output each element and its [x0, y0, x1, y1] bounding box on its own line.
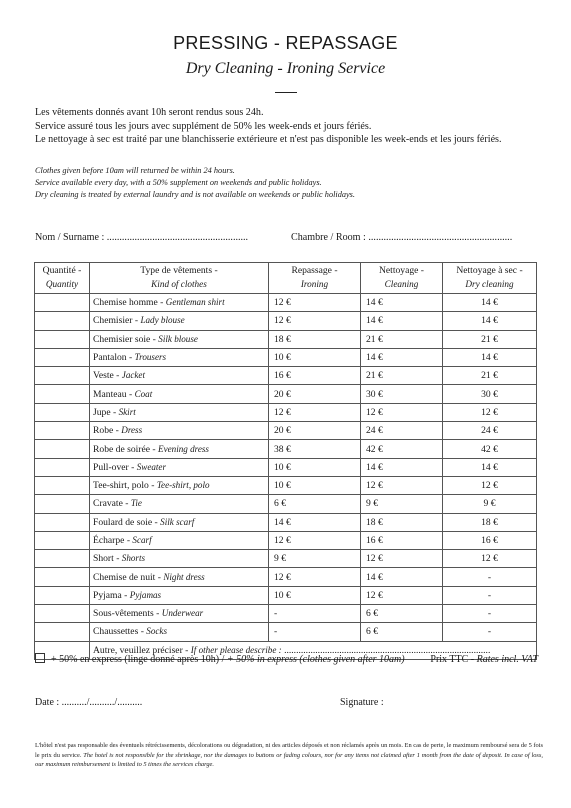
kind-cell: Veste - Jacket: [90, 367, 269, 385]
cleaning-price: 12 €: [361, 550, 443, 568]
table-row: [35, 440, 537, 458]
cleaning-price: 21 €: [361, 367, 443, 385]
ironing-price: 14 €: [269, 513, 361, 531]
cleaning-price: 18 €: [361, 513, 443, 531]
signature-field[interactable]: Signature :: [340, 697, 384, 708]
ironing-price: -: [269, 605, 361, 623]
quantity-cell[interactable]: [35, 623, 90, 641]
room-field[interactable]: Chambre / Room : .........................................................: [291, 232, 513, 243]
kind-cell: Sous-vêtements - Underwear: [90, 605, 269, 623]
quantity-cell[interactable]: [35, 440, 90, 458]
dry-cleaning-price: 42 €: [443, 440, 537, 458]
dry-cleaning-price: 14 €: [443, 458, 537, 476]
header-quantity: Quantité - Quantity: [35, 263, 90, 294]
table-row: [35, 531, 537, 549]
ironing-price: 12 €: [269, 312, 361, 330]
kind-cell: Chemisier soie - Silk blouse: [90, 330, 269, 348]
other-describe-cell[interactable]: Autre, veuillez préciser - If other please describe : ......................................................................................: [90, 641, 537, 659]
dry-cleaning-price: -: [443, 586, 537, 604]
ironing-price: -: [269, 623, 361, 641]
quantity-cell[interactable]: [35, 586, 90, 604]
table-row: [35, 623, 537, 641]
table-row: [35, 403, 537, 421]
name-field[interactable]: Nom / Surname : ........................................................: [35, 232, 249, 243]
ironing-price: 10 €: [269, 586, 361, 604]
cleaning-price: 12 €: [361, 403, 443, 421]
kind-cell: Chemise homme - Gentleman shirt: [90, 294, 269, 312]
table-row: [35, 495, 537, 513]
ironing-price: 12 €: [269, 531, 361, 549]
dry-cleaning-price: 30 €: [443, 385, 537, 403]
table-row: [35, 367, 537, 385]
note-line: Service available every day, with a 50% supplement on weekends and public holidays.: [35, 178, 322, 187]
kind-cell: Robe de soirée - Evening dress: [90, 440, 269, 458]
table-row: [35, 568, 537, 586]
price-table: [34, 262, 537, 660]
dry-cleaning-price: 14 €: [443, 312, 537, 330]
ironing-price: 12 €: [269, 294, 361, 312]
dry-cleaning-price: -: [443, 568, 537, 586]
table-row: [35, 605, 537, 623]
table-row: [35, 385, 537, 403]
ironing-price: 10 €: [269, 476, 361, 494]
note-line: Les vêtements donnés avant 10h seront rendus sous 24h.: [35, 107, 264, 118]
express-checkbox[interactable]: [35, 653, 45, 663]
cleaning-price: 14 €: [361, 294, 443, 312]
dry-cleaning-price: 21 €: [443, 330, 537, 348]
dry-cleaning-price: 16 €: [443, 531, 537, 549]
kind-cell: Cravate - Tie: [90, 495, 269, 513]
quantity-cell[interactable]: [35, 385, 90, 403]
header-dry-cleaning: Nettoyage à sec - Dry cleaning: [443, 263, 537, 294]
table-row: [35, 330, 537, 348]
quantity-cell[interactable]: [35, 531, 90, 549]
dry-cleaning-price: -: [443, 623, 537, 641]
ironing-price: 12 €: [269, 568, 361, 586]
dry-cleaning-price: 18 €: [443, 513, 537, 531]
express-option[interactable]: + 50% en express (linge donné après 10h) / + 50% in express (clothes given after 10am): [35, 653, 405, 665]
vat-note: Prix TTC - Rates incl. VAT: [430, 654, 538, 665]
note-line: Service assuré tous les jours avec supplément de 50% les week-ends et jours fériés.: [35, 120, 372, 132]
table-row: [35, 422, 537, 440]
quantity-cell[interactable]: [35, 422, 90, 440]
quantity-cell[interactable]: [35, 513, 90, 531]
cleaning-price: 6 €: [361, 623, 443, 641]
cleaning-price: 14 €: [361, 568, 443, 586]
kind-cell: Pull-over - Sweater: [90, 458, 269, 476]
quantity-cell[interactable]: [35, 605, 90, 623]
quantity-cell[interactable]: [35, 550, 90, 568]
kind-cell: Jupe - Skirt: [90, 403, 269, 421]
dry-cleaning-price: 12 €: [443, 476, 537, 494]
kind-cell: Tee-shirt, polo - Tee-shirt, polo: [90, 476, 269, 494]
cleaning-price: 42 €: [361, 440, 443, 458]
ironing-price: 38 €: [269, 440, 361, 458]
ironing-price: 12 €: [269, 403, 361, 421]
cleaning-price: 24 €: [361, 422, 443, 440]
quantity-cell[interactable]: [35, 495, 90, 513]
kind-cell: Écharpe - Scarf: [90, 531, 269, 549]
quantity-cell[interactable]: [35, 568, 90, 586]
cleaning-price: 14 €: [361, 348, 443, 366]
quantity-cell[interactable]: [35, 294, 90, 312]
cleaning-price: 12 €: [361, 586, 443, 604]
dry-cleaning-price: -: [443, 605, 537, 623]
kind-cell: Manteau - Coat: [90, 385, 269, 403]
cleaning-price: 16 €: [361, 531, 443, 549]
kind-cell: Pyjama - Pyjamas: [90, 586, 269, 604]
title-divider: [275, 92, 297, 93]
date-field[interactable]: Date : ........../........../..........: [35, 697, 143, 708]
ironing-price: 18 €: [269, 330, 361, 348]
table-row: [35, 294, 537, 312]
kind-cell: Pantalon - Trousers: [90, 348, 269, 366]
table-row: [35, 458, 537, 476]
notes-english: [35, 165, 355, 201]
cleaning-price: 30 €: [361, 385, 443, 403]
quantity-cell[interactable]: [35, 312, 90, 330]
table-row: [35, 348, 537, 366]
table-header-row: [35, 263, 537, 294]
quantity-cell[interactable]: [35, 367, 90, 385]
cleaning-price: 12 €: [361, 476, 443, 494]
cleaning-price: 21 €: [361, 330, 443, 348]
table-row: [35, 513, 537, 531]
ironing-price: 20 €: [269, 422, 361, 440]
ironing-price: 10 €: [269, 348, 361, 366]
kind-cell: Short - Shorts: [90, 550, 269, 568]
cleaning-price: 14 €: [361, 458, 443, 476]
dry-cleaning-price: 9 €: [443, 495, 537, 513]
cleaning-price: 14 €: [361, 312, 443, 330]
dry-cleaning-price: 21 €: [443, 367, 537, 385]
ironing-price: 9 €: [269, 550, 361, 568]
table-row: [35, 550, 537, 568]
dry-cleaning-price: 14 €: [443, 294, 537, 312]
note-line: Le nettoyage à sec est traité par une blanchisserie extérieure et n'est pas disponible les week-ends et les jours fériés.: [35, 134, 502, 145]
note-line: Dry cleaning is treated by external laundry and is not available on weekends or public holidays.: [35, 190, 355, 199]
footer-disclaimer: L'hôtel n'est pas responsable des éventuels rétrécissements, décolorations ou dégradation, ni des articles déposés et non réclamés après un mois. En cas de perte, le maximum remboursé sera de 5 fois le prix du service. The hotel is not responsible for the shrinkage, nor the damages to buttons or fading colours, nor for any items not claimed after 1 month from the date of deposit. In case of loss, our maximum reimbursement is limited to 5 times the services charge.: [35, 742, 543, 769]
kind-cell: Foulard de soie - Silk scarf: [90, 513, 269, 531]
cleaning-price: 9 €: [361, 495, 443, 513]
quantity-cell[interactable]: [35, 458, 90, 476]
dry-cleaning-price: 12 €: [443, 403, 537, 421]
table-row: [35, 476, 537, 494]
header-kind: Type de vêtements - Kind of clothes: [90, 263, 269, 294]
table-row: [35, 586, 537, 604]
notes-french: [35, 106, 502, 147]
page-title: PRESSING - REPASSAGE: [173, 33, 398, 53]
dry-cleaning-price: 24 €: [443, 422, 537, 440]
note-line: Clothes given before 10am will returned be within 24 hours.: [35, 166, 235, 175]
ironing-price: 10 €: [269, 458, 361, 476]
quantity-cell[interactable]: [35, 348, 90, 366]
kind-cell: Chemise de nuit - Night dress: [90, 568, 269, 586]
quantity-cell[interactable]: [35, 476, 90, 494]
ironing-price: 20 €: [269, 385, 361, 403]
quantity-cell[interactable]: [35, 403, 90, 421]
quantity-cell[interactable]: [35, 330, 90, 348]
dry-cleaning-price: 12 €: [443, 550, 537, 568]
kind-cell: Chemisier - Lady blouse: [90, 312, 269, 330]
ironing-price: 6 €: [269, 495, 361, 513]
table-row: [35, 312, 537, 330]
cleaning-price: 6 €: [361, 605, 443, 623]
header-cleaning: Nettoyage - Cleaning: [361, 263, 443, 294]
dry-cleaning-price: 14 €: [443, 348, 537, 366]
kind-cell: Robe - Dress: [90, 422, 269, 440]
header-ironing: Repassage - Ironing: [269, 263, 361, 294]
kind-cell: Chaussettes - Socks: [90, 623, 269, 641]
page-subtitle: Dry Cleaning - Ironing Service: [185, 60, 386, 77]
ironing-price: 16 €: [269, 367, 361, 385]
